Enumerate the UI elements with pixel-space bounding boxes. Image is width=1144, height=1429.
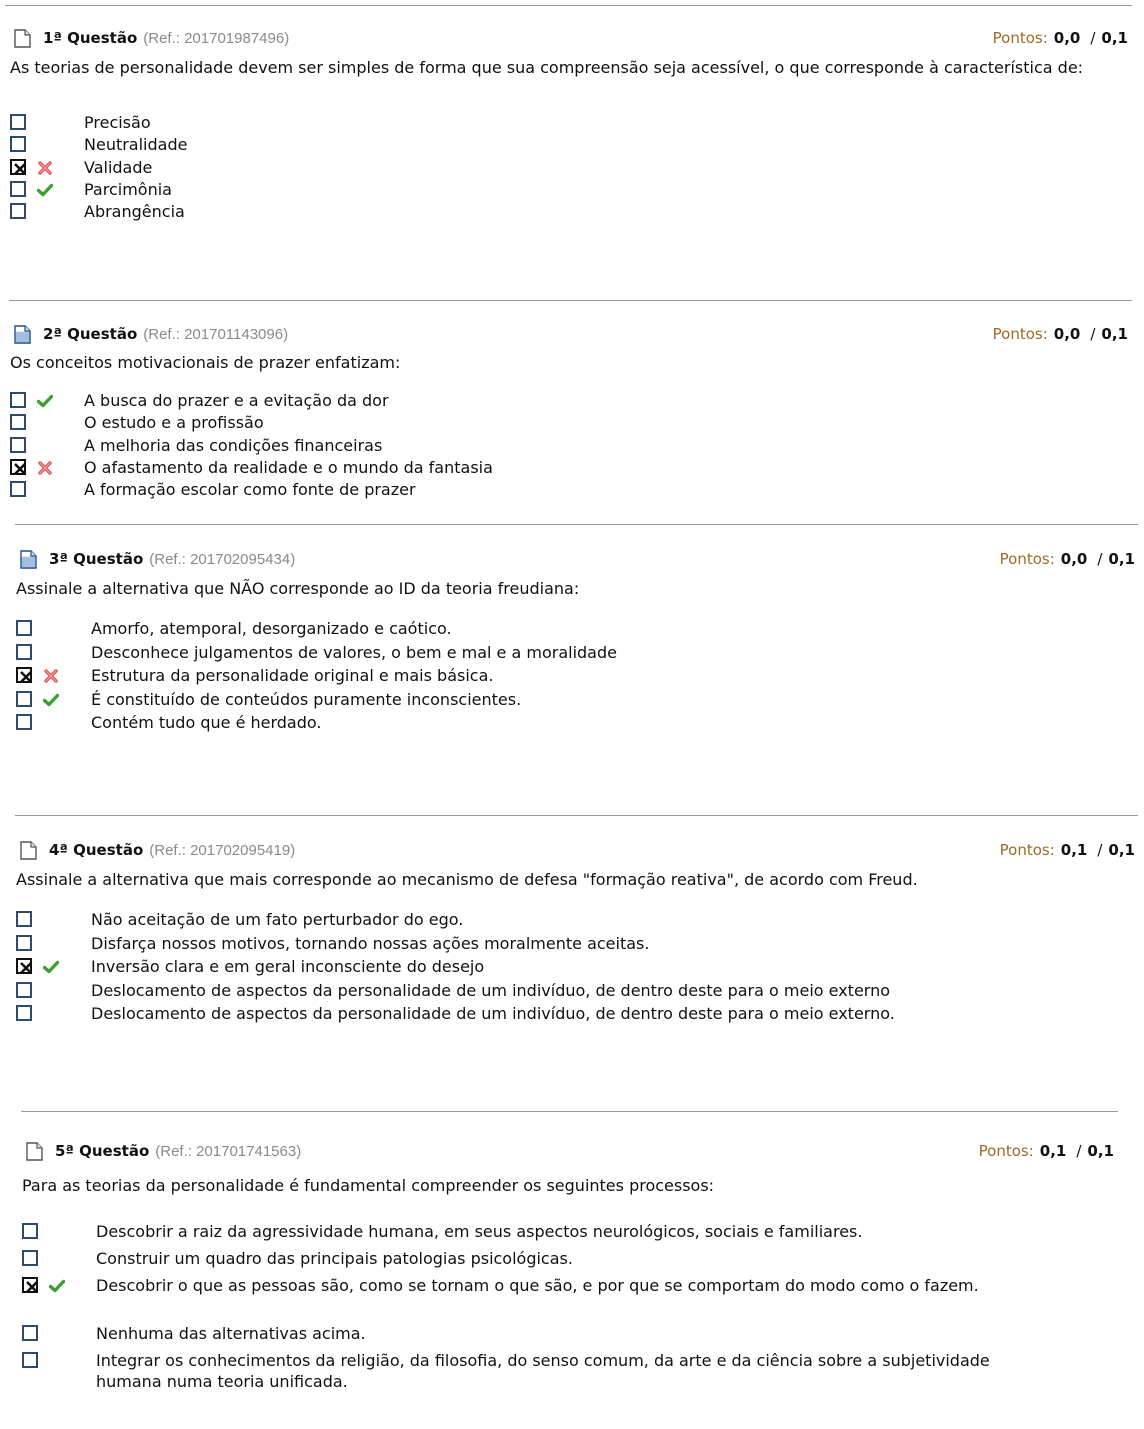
question-title: 4ª Questão (49, 841, 144, 859)
question-score (1000, 839, 1135, 861)
question-ref: (Ref.: 201701741563) (155, 1142, 302, 1160)
answer-checkbox[interactable] (10, 203, 26, 219)
answer-text: A melhoria das condições financeiras (84, 436, 383, 455)
answer-option[interactable] (0, 957, 1144, 977)
score-label: Pontos: (992, 325, 1048, 343)
question-score (993, 27, 1128, 49)
answer-option[interactable] (0, 619, 1144, 639)
question-ref: (Ref.: 201701987496) (143, 29, 290, 47)
answer-checkbox[interactable] (10, 414, 26, 430)
score-value: 0,1 (1060, 841, 1088, 859)
score-label: Pontos: (999, 841, 1055, 859)
answer-text: É constituído de conteúdos puramente inconscientes. (91, 690, 522, 709)
answer-text: Nenhuma das alternativas acima. (96, 1324, 366, 1343)
question-score (1000, 548, 1135, 570)
correct-check-icon (43, 959, 59, 973)
answer-text: Integrar os conhecimentos da religião, da filosofia, do senso comum, da arte e da ciência sobre a subjetividade humana numa teoria unificada. (96, 1351, 990, 1391)
score-value: 0,0 (1053, 325, 1081, 343)
score-value: 0,0 (1060, 550, 1088, 568)
question-stem: Os conceitos motivacionais de prazer enfatizam: (10, 353, 401, 372)
score-max: 0,1 (1108, 841, 1135, 859)
question-header (20, 839, 295, 861)
question-ref: (Ref.: 201702095434) (149, 550, 296, 568)
answer-checkbox[interactable] (22, 1352, 38, 1368)
answer-checkbox[interactable] (10, 459, 26, 475)
answer-checkbox[interactable] (22, 1223, 38, 1239)
score-max: 0,1 (1101, 325, 1128, 343)
score-label: Pontos: (992, 29, 1048, 47)
question-stem: As teorias de personalidade devem ser simples de forma que sua compreensão seja acessível, o que corresponde à característica de: (10, 58, 1084, 77)
correct-check-icon (43, 692, 59, 706)
answer-text: Neutralidade (84, 135, 188, 154)
answer-text: Disfarça nossos motivos, tornando nossas ações moralmente aceitas. (91, 934, 650, 953)
score-separator: / (1076, 1142, 1082, 1160)
score-max: 0,1 (1087, 1142, 1114, 1160)
answer-text: Descobrir o que as pessoas são, como se tornam o que são, e por que se comportam do modo como o fazem. (96, 1276, 979, 1295)
answer-option[interactable] (0, 1222, 1144, 1242)
answer-option[interactable] (0, 643, 1144, 663)
answer-option[interactable] (0, 1351, 1144, 1391)
question-stem: Assinale a alternativa que mais corresponde ao mecanismo de defesa "formação reativa", de acordo com Freud. (16, 870, 918, 889)
answer-option[interactable] (0, 480, 1144, 500)
answer-checkbox[interactable] (16, 644, 32, 660)
answer-checkbox[interactable] (16, 1005, 32, 1021)
answer-text: A busca do prazer e a evitação da dor (84, 391, 389, 410)
answer-option[interactable] (0, 1004, 1144, 1024)
answer-option[interactable] (0, 135, 1144, 155)
answer-text: Parcimônia (84, 180, 172, 199)
answer-checkbox[interactable] (10, 181, 26, 197)
answer-text: Não aceitação de um fato perturbador do ego. (91, 910, 464, 929)
answer-text: Estrutura da personalidade original e mais básica. (91, 666, 494, 685)
answer-text: Contém tudo que é herdado. (91, 713, 322, 732)
answer-option[interactable] (0, 910, 1144, 930)
answer-checkbox[interactable] (16, 935, 32, 951)
document-icon (14, 325, 31, 344)
answer-option[interactable] (0, 1276, 1144, 1296)
question-title: 1ª Questão (43, 29, 138, 47)
incorrect-x-icon (43, 668, 59, 682)
question-ref: (Ref.: 201701143096) (143, 325, 289, 343)
answer-checkbox[interactable] (10, 481, 26, 497)
question-header (20, 548, 295, 570)
question-divider (9, 300, 1132, 301)
answer-checkbox[interactable] (10, 437, 26, 453)
answer-checkbox[interactable] (22, 1277, 38, 1293)
score-value: 0,1 (1039, 1142, 1067, 1160)
answer-text: Abrangência (84, 202, 185, 221)
question-divider (15, 815, 1138, 816)
answer-text: Amorfo, atemporal, desorganizado e caótico. (91, 619, 452, 638)
answer-option[interactable] (0, 413, 1144, 433)
question-stem: Assinale a alternativa que NÃO corresponde ao ID da teoria freudiana: (16, 579, 580, 598)
answer-option[interactable] (0, 666, 1144, 686)
answer-option[interactable] (0, 690, 1144, 710)
question-divider (21, 1111, 1118, 1112)
question-title: 2ª Questão (43, 325, 138, 343)
answer-text: Validade (84, 158, 153, 177)
document-icon (26, 1142, 43, 1161)
answer-checkbox[interactable] (10, 136, 26, 152)
score-max: 0,1 (1108, 550, 1135, 568)
document-icon (14, 29, 31, 48)
question-header (14, 27, 289, 49)
question-header (14, 323, 288, 345)
answer-option[interactable] (0, 391, 1144, 411)
answer-checkbox[interactable] (16, 667, 32, 683)
answer-text: Precisão (84, 113, 151, 132)
answer-option[interactable] (0, 1324, 1144, 1344)
document-icon (20, 550, 37, 569)
question-header (26, 1140, 301, 1162)
question-divider (5, 5, 1132, 6)
score-separator: / (1090, 325, 1096, 343)
document-icon (20, 841, 37, 860)
answer-text: Inversão clara e em geral inconsciente do desejo (91, 957, 485, 976)
score-separator: / (1097, 550, 1103, 568)
question-ref: (Ref.: 201702095419) (149, 841, 296, 859)
score-max: 0,1 (1101, 29, 1128, 47)
answer-text: Deslocamento de aspectos da personalidade de um indivíduo, de dentro deste para o meio externo. (91, 1004, 895, 1023)
answer-checkbox[interactable] (22, 1250, 38, 1266)
score-separator: / (1090, 29, 1096, 47)
answer-checkbox[interactable] (16, 958, 32, 974)
answer-option[interactable] (0, 1249, 1144, 1269)
answer-option[interactable] (0, 158, 1144, 178)
question-divider (15, 524, 1138, 525)
answer-checkbox[interactable] (22, 1325, 38, 1341)
answer-text: Construir um quadro das principais patologias psicológicas. (96, 1249, 573, 1268)
question-title: 5ª Questão (55, 1142, 150, 1160)
answer-option[interactable] (0, 436, 1144, 456)
answer-option[interactable] (0, 713, 1144, 733)
answer-option[interactable] (0, 180, 1144, 200)
answer-checkbox[interactable] (16, 911, 32, 927)
score-separator: / (1097, 841, 1103, 859)
correct-check-icon (37, 393, 53, 407)
answer-checkbox[interactable] (16, 982, 32, 998)
answer-checkbox[interactable] (16, 620, 32, 636)
question-stem: Para as teorias da personalidade é fundamental compreender os seguintes processos: (22, 1176, 715, 1195)
answer-checkbox[interactable] (16, 691, 32, 707)
score-label: Pontos: (999, 550, 1055, 568)
answer-option[interactable] (0, 202, 1144, 222)
incorrect-x-icon (37, 160, 53, 174)
answer-option[interactable] (0, 981, 1144, 1001)
answer-checkbox[interactable] (10, 114, 26, 130)
answer-checkbox[interactable] (10, 159, 26, 175)
answer-option[interactable] (0, 113, 1144, 133)
incorrect-x-icon (37, 460, 53, 474)
question-score (979, 1140, 1114, 1162)
answer-option[interactable] (0, 458, 1144, 478)
question-score (993, 323, 1128, 345)
correct-check-icon (37, 182, 53, 196)
question-title: 3ª Questão (49, 550, 144, 568)
answer-text: O estudo e a profissão (84, 413, 264, 432)
answer-option[interactable] (0, 934, 1144, 954)
answer-checkbox[interactable] (16, 714, 32, 730)
score-value: 0,0 (1053, 29, 1081, 47)
correct-check-icon (49, 1278, 65, 1292)
answer-text: Desconhece julgamentos de valores, o bem e mal e a moralidade (91, 643, 617, 662)
answer-text: O afastamento da realidade e o mundo da fantasia (84, 458, 493, 477)
answer-text: Descobrir a raiz da agressividade humana, em seus aspectos neurológicos, sociais e familiares. (96, 1222, 863, 1241)
answer-checkbox[interactable] (10, 392, 26, 408)
score-label: Pontos: (978, 1142, 1034, 1160)
answer-text: A formação escolar como fonte de prazer (84, 480, 416, 499)
answer-text: Deslocamento de aspectos da personalidade de um indivíduo, de dentro deste para o meio externo (91, 981, 891, 1000)
